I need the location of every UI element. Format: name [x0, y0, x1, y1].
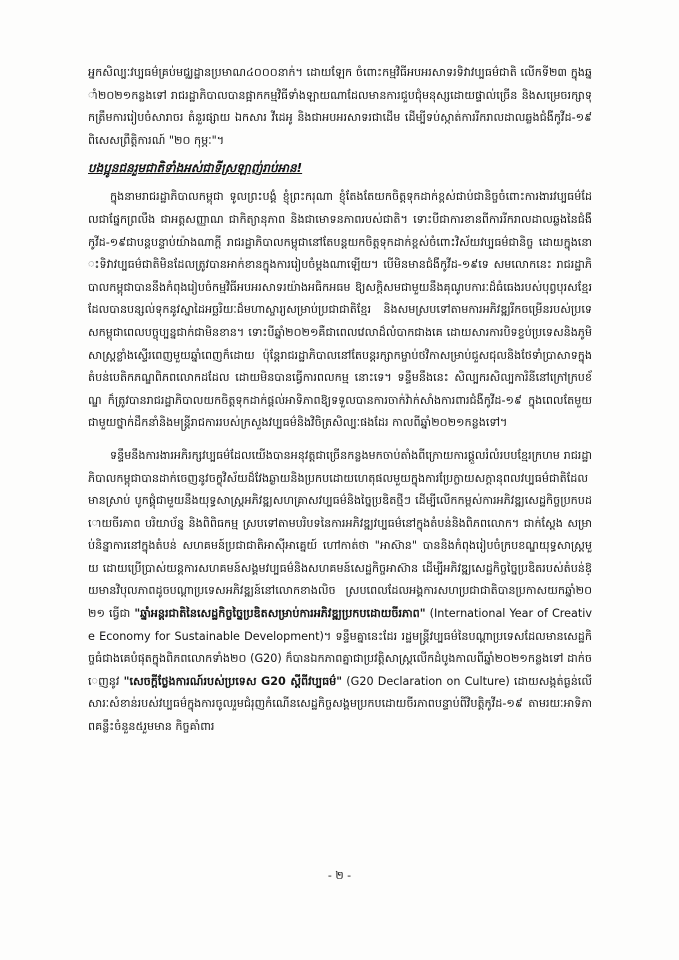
page-number: - ២ -	[327, 869, 352, 882]
paragraph-gap	[88, 435, 592, 445]
paragraph-government-culture: ក្នុងនាមរាជរដ្ឋាភិបាលកម្ពុជា ទូលព្រះបង្គំ ខ្ញុំព្រះករុណា ខ្ញុំតែងតែយកចិត្តទុកដាក់ខ្ពស់ជាប់ជានិច្ចចំពោះការងារវប្បធម៌ដែលជាផ្នែកព្រលឹង ជាអត្តសញ្ញាណ ជាកិត្យានុភាព និងជាមោទនភាពរបស់ជាតិ។ ទោះបីជាការខានពីការរីករាលដាលឆ្លងនៃជំងឺកូវីដ-១៩ជាបន្តបន្ទាប់យ៉ាងណាក្តី រាជរដ្ឋាភិបាលកម្ពុជានៅតែបន្តយកចិត្តទុកដាក់ខ្ពស់ចំពោះវិស័យវប្បធម៌ជានិច្ច ដោយក្នុងនោះទិវាវប្បធម៌ជាតិមិនដែលត្រូវបានអាក់ខានក្នុងការរៀបចំម្តងណាឡើយ។ បើមិនមានជំងឺកូវីដ-១៩ទេ សមលោកនេះ រាជរដ្ឋាភិបាលកម្ពុជាបាននឹងកំពុងរៀបចំកម្មវិធីអបអរសាទរយ៉ាងអធិកអធម ឱ្យសក្តិសមជាមួយនឹងគុណូបការៈដ៏ធំធេងរបស់បុព្វបុរសខ្មែរដែលបានបន្សល់ទុកនូវស្នាដៃអច្ឆរិយៈដ៏មហាស្ចារ្យសម្រាប់ប្រជាជាតិខ្មែរ និងសមស្របទៅតាមការអភិវឌ្ឍរីកចម្រើនរបស់ប្រទេសកម្ពុជាពេលបច្ចុប្បន្នជាក់ជាមិនខាន។ ទោះបីឆ្នាំ២០២១គឺជាពេលវេលាដ៏លំបាកជាងគេ ដោយសារការបិទខ្ទប់ប្រទេសនិងភូមិសាស្ត្រខ្លាំងស្ទើរពេញមួយឆ្នាំពេញក៏ដោយ ប៉ុន្តែរាជរដ្ឋាភិបាលនៅតែបន្តរក្សាកម្ចាប់ថវិកាសម្រាប់ជួសជុលនិងថែទាំប្រាសាទក្នុងតំបន់បេតិកភណ្ឌពិភពលោកដដែល ដោយមិនបានធ្វើការពលកម្ម នោះទេ។ ទន្ទឹមនឹងនេះ សិល្បករសិល្បការិនីនៅក្រៅក្របខ័ណ្ឌ ក៏ត្រូវបានរាជរដ្ឋាភិបាលយកចិត្តទុកដាក់ផ្តល់អាទិភាពឱ្យទទួលបានការចាក់វ៉ាក់សាំងការពារជំងឺកូវីដ-១៩ ក្នុងពេលតែមួយជាមួយថ្នាក់ដឹកនាំនិងមន្ត្រីរាជការរបស់ក្រសួងវប្បធម៌និងវិចិត្រសិល្បៈផងដែរ កាលពីឆ្នាំ២០២១កន្លងទៅ។	[88, 190, 592, 430]
paragraph-text: (G20 Declaration on Culture) ដោយសង្កត់ធ្ងន់លើសារៈសំខាន់របស់វប្បធម៌ក្នុងការចូលរួមជំរុញកំណើនសេដ្ឋកិច្ចសង្គមប្រកបដោយចីរភាពបន្ទាប់ពីវិបត្តិកូវីដ-១៩ តាមរយៈអាទិភាពគន្លឹះចំនួន៥រួមមាន កិច្ចគាំពារ	[88, 674, 593, 734]
document-body	[88, 62, 592, 739]
bold-quote-g20-declaration: "សេចក្តីថ្លែងការណ៍របស់ប្រទេស G20 ស្តីពីវប្បធម៌"	[123, 674, 343, 688]
paragraph-intro: អ្នកសិល្បៈវប្បធម៌គ្រប់មជ្ឈដ្ឋានប្រមាណ៤០០០នាក់។ ដោយឡែក ចំពោះកម្មវិធីអបអរសាទរទិវាវប្បធម៌ជាតិ លើកទី២៣ ក្នុងឆ្នាំ២០២១កន្លងទៅ រាជរដ្ឋាភិបាលបានផ្អាកកម្មវិធីទាំងឡាយណាដែលមានការជួបជុំមនុស្សដោយផ្ទាល់ច្រើន និងសម្រេចរក្សាទុកត្រឹមការរៀបចំសារាចរ តំនួរផ្សាយ ឯកសារ វីដេអូ និងជាអបអរសាទរជាដើម ដើម្បីទប់ស្កាត់ការរីករាលដាលឆ្លងជំងឺកូវីដ-១៩ ពិសេសព្រឹត្តិការណ៍ "២០ កុម្ភៈ"។	[88, 66, 592, 147]
section-heading: បងប្អូនជនរួមជាតិទាំងអស់ជាទីស្រឡាញ់រាប់អាន!	[88, 161, 303, 176]
paragraph-text: (International Year of Creative Economy for Sustainable Development)។ ទន្ទឹមគ្នានេះដែរ រដ្ឋមន្ត្រីវប្បធម៌នៃបណ្តាប្រទេសដែលមានសេដ្ឋកិច្ចធំជាងគេបំផុតក្នុងពិភពលោកទាំង២០ (G20) ក៏បានឯកភាពគ្នាជាប្រវត្តិសាស្ត្រលើកដំបូងកាលពីឆ្នាំ២០២១កន្លងទៅ ដាក់ចេញនូវ	[88, 607, 592, 688]
paragraph-text: ទន្ទឹមនឹងការងារអភិរក្សវប្បធម៌ដែលយើងបានអនុវត្តជាច្រើនកន្លងមកចាប់តាំងពីក្រោយការផ្តួលរំលំរបបខ្មែរក្រហម រាជរដ្ឋាភិបាលកម្ពុជាបានដាក់ចេញនូវចក្ខុវិស័យដ៏វែងឆ្ងាយនិងប្រកបដោយហេតុផលមួយក្នុងការប្រែក្លាយសក្តានុពលវប្បធម៌ជាតិដែលមានស្រាប់ បូកផ្គុំជាមួយនឹងយុទ្ធសាស្ត្រអភិវឌ្ឍសហគ្រាសវប្បធម៌និងច្នៃប្រឌិតថ្មីៗ ដើម្បីលើកកម្ពស់ការអភិវឌ្ឍសេដ្ឋកិច្ចប្រកបដោយចីរភាព បរិយាប័ន្ន និងពិពិធកម្ម ស្របទៅតាមបរិបទនៃការអភិវឌ្ឍវប្បធម៌នៅក្នុងតំបន់និងពិភពលោក។ ជាក់ស្តែង សម្រាប់និន្នាការនៅក្នុងតំបន់ សហគមន៍ប្រជាជាតិអាស៊ីអាគ្នេយ៍ ហៅកាត់ថា "អាស៊ាន" បាននិងកំពុងរៀបចំក្របខណ្ឌយុទ្ធសាស្ត្រមួយ ដោយប្រើប្រាស់យន្តការសហគមន៍សង្គមវប្បធម៌និងសហគមន៍សេដ្ឋកិច្ចអាស៊ាន ដើម្បីអភិវឌ្ឍសេដ្ឋកិច្ចច្នៃប្រឌិតរបស់តំបន់ឱ្យមានវិបុលភាពដូចបណ្តាប្រទេសអភិវឌ្ឍន៍នៅលោកខាងលិច ស្របពេលដែលអង្គការសហប្រជាជាតិបានប្រកាសយកឆ្នាំ២០២១ ធ្វើជា	[88, 448, 592, 621]
paragraph-creative-economy	[88, 445, 592, 739]
bold-quote-un-year: "ឆ្នាំអន្តរជាតិនៃសេដ្ឋកិច្ចច្នៃប្រឌិតសម្រាប់ការអភិវឌ្ឍប្រកបដោយចីរភាព"	[134, 607, 426, 621]
